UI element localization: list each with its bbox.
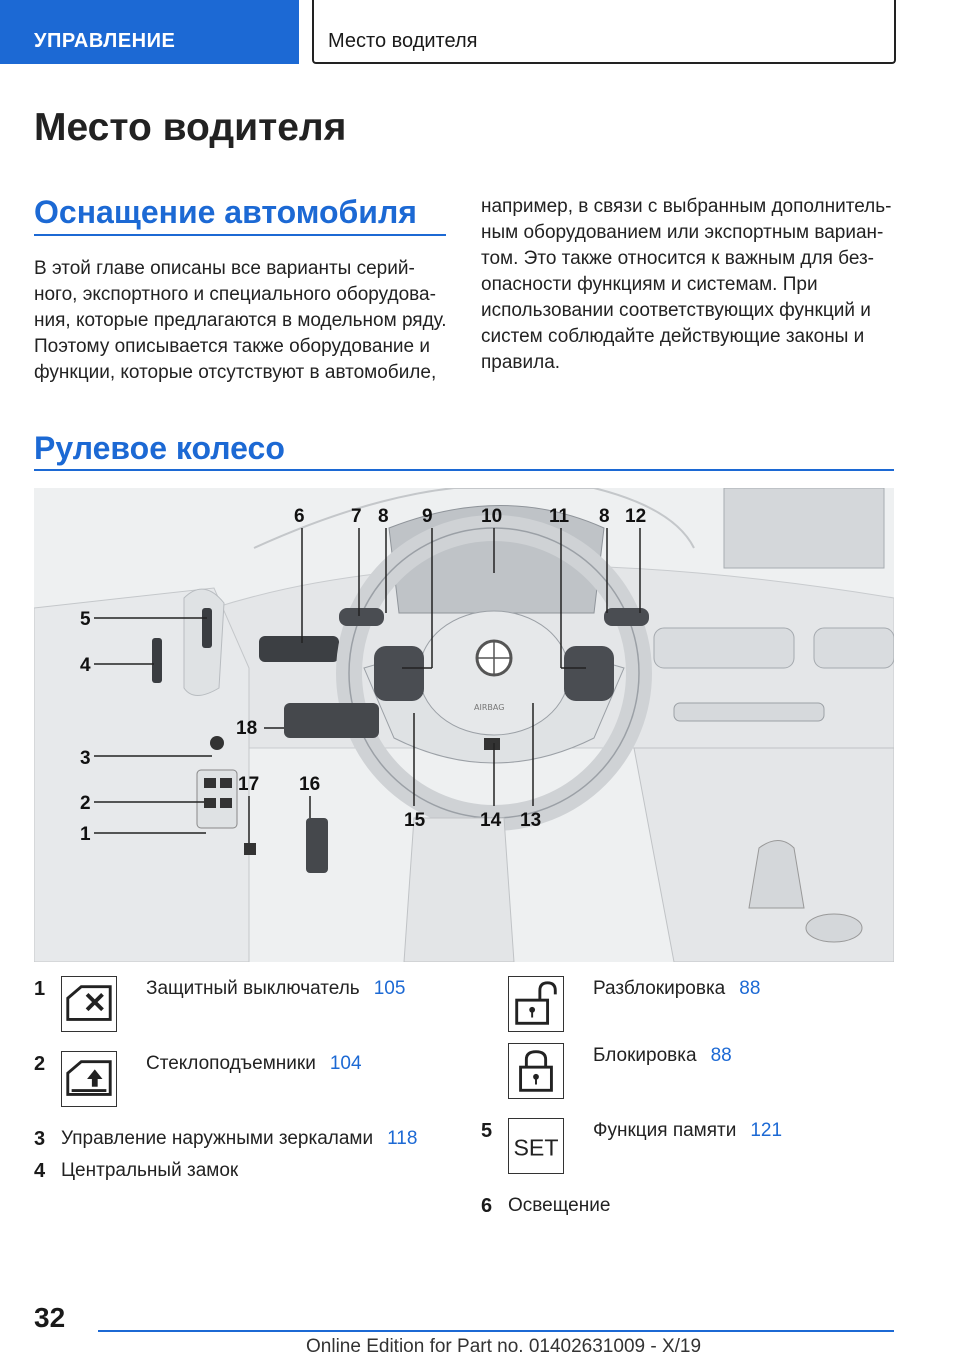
edition-text: Online Edition for Part no. 01402631009 - X/19: [306, 1336, 702, 1357]
legend-label: Блокировка: [593, 1045, 697, 1066]
legend-label: Разблокировка: [593, 978, 726, 999]
legend-label: Центральный замок: [61, 1160, 239, 1181]
callout-6: 6: [294, 506, 305, 527]
cockpit-illustration: [34, 488, 894, 962]
footer-rule: [98, 1330, 894, 1332]
text-line: В этой главе описаны все варианты серий-: [34, 258, 415, 279]
text-line: правила.: [481, 352, 561, 373]
callout-1: 1: [80, 824, 91, 845]
page-link[interactable]: 121: [750, 1120, 783, 1141]
legend-label: Защитный выключатель: [146, 978, 360, 999]
window-lift-icon: [61, 1051, 117, 1107]
callout-2: 2: [80, 793, 91, 814]
text-line: ного, экспортного и специального оборудова-: [34, 284, 436, 305]
callout-4: 4: [80, 655, 91, 676]
text-line: том. Это также относится к важным для без-: [481, 248, 875, 269]
text-line: функции, которые отсутствуют в автомобиле,: [34, 362, 437, 383]
chapter-title: Место водителя: [312, 0, 896, 64]
legend-label: Освещение: [508, 1195, 611, 1216]
callout-17: 17: [238, 774, 260, 795]
text-line: систем соблюдайте действующие законы и: [481, 326, 865, 347]
callout-15: 15: [404, 810, 426, 831]
legend-number: 4: [34, 1160, 46, 1182]
legend-number: 2: [34, 1053, 46, 1075]
text-line: Поэтому описывается также оборудование и: [34, 336, 431, 357]
callout-18: 18: [236, 718, 258, 739]
callout-10: 10: [481, 506, 503, 527]
section-rule: [34, 234, 446, 236]
text-line: ния, которые предлагаются в модельном ряду.: [34, 310, 447, 331]
callout-5: 5: [80, 609, 91, 630]
page-link[interactable]: 104: [329, 1053, 362, 1074]
callout-11: 11: [549, 506, 570, 527]
set-button-label: SET: [513, 1134, 559, 1161]
legend-number: 5: [481, 1120, 493, 1142]
callout-14: 14: [480, 810, 502, 831]
page-title: Место водителя: [34, 106, 347, 149]
intro-left-column: [34, 256, 454, 386]
legend-item-unlock: [593, 978, 760, 1000]
callout-13: 13: [520, 810, 542, 831]
legend-item-2: [146, 1053, 362, 1075]
page-link[interactable]: 88: [739, 978, 761, 999]
legend-label: Функция памяти: [593, 1120, 737, 1141]
callout-3: 3: [80, 748, 91, 769]
intro-right-column: [481, 194, 901, 376]
legend-label: Управление наружными зеркалами: [61, 1128, 374, 1149]
callout-12: 12: [625, 506, 647, 527]
page-number: 32: [34, 1302, 66, 1333]
page-link[interactable]: 118: [387, 1128, 418, 1149]
page-link[interactable]: 88: [710, 1045, 732, 1066]
unlock-icon: [508, 976, 564, 1032]
legend-label: Стеклоподъемники: [146, 1053, 316, 1074]
callout-8b: 8: [599, 506, 610, 527]
callout-16: 16: [299, 774, 321, 795]
section-title-steering-wheel: Рулевое колесо: [34, 430, 285, 466]
section-rule: [34, 469, 894, 471]
text-line: опасности функциям и системам. При: [481, 274, 818, 295]
set-button-icon: [508, 1118, 564, 1174]
legend-item-1: [146, 978, 405, 1000]
callout-7: 7: [351, 506, 362, 527]
text-line: например, в связи с выбранным дополнитель-: [481, 196, 892, 217]
legend-item-4: [61, 1160, 238, 1182]
section-title-equipment: Оснащение автомобиля: [34, 194, 417, 230]
legend-number: 6: [481, 1195, 493, 1217]
legend-number: 3: [34, 1128, 46, 1150]
legend-item-lock: [593, 1045, 732, 1067]
legend-item-3: [61, 1128, 417, 1150]
page-link[interactable]: 105: [373, 978, 406, 999]
section-tab[interactable]: УПРАВЛЕНИЕ: [0, 0, 299, 64]
airbag-label: AIRBAG: [474, 703, 505, 712]
callout-8: 8: [378, 506, 389, 527]
callout-9: 9: [422, 506, 433, 527]
text-line: использовании соответствующих функций и: [481, 300, 871, 321]
cockpit-drawing: [34, 488, 894, 962]
text-line: ным оборудованием или экспортным вариан-: [481, 222, 884, 243]
lock-icon: [508, 1043, 564, 1099]
legend-item-5: [593, 1120, 782, 1142]
legend-item-6: [508, 1195, 610, 1217]
window-lock-icon: [61, 976, 117, 1032]
legend-number: 1: [34, 978, 46, 1000]
